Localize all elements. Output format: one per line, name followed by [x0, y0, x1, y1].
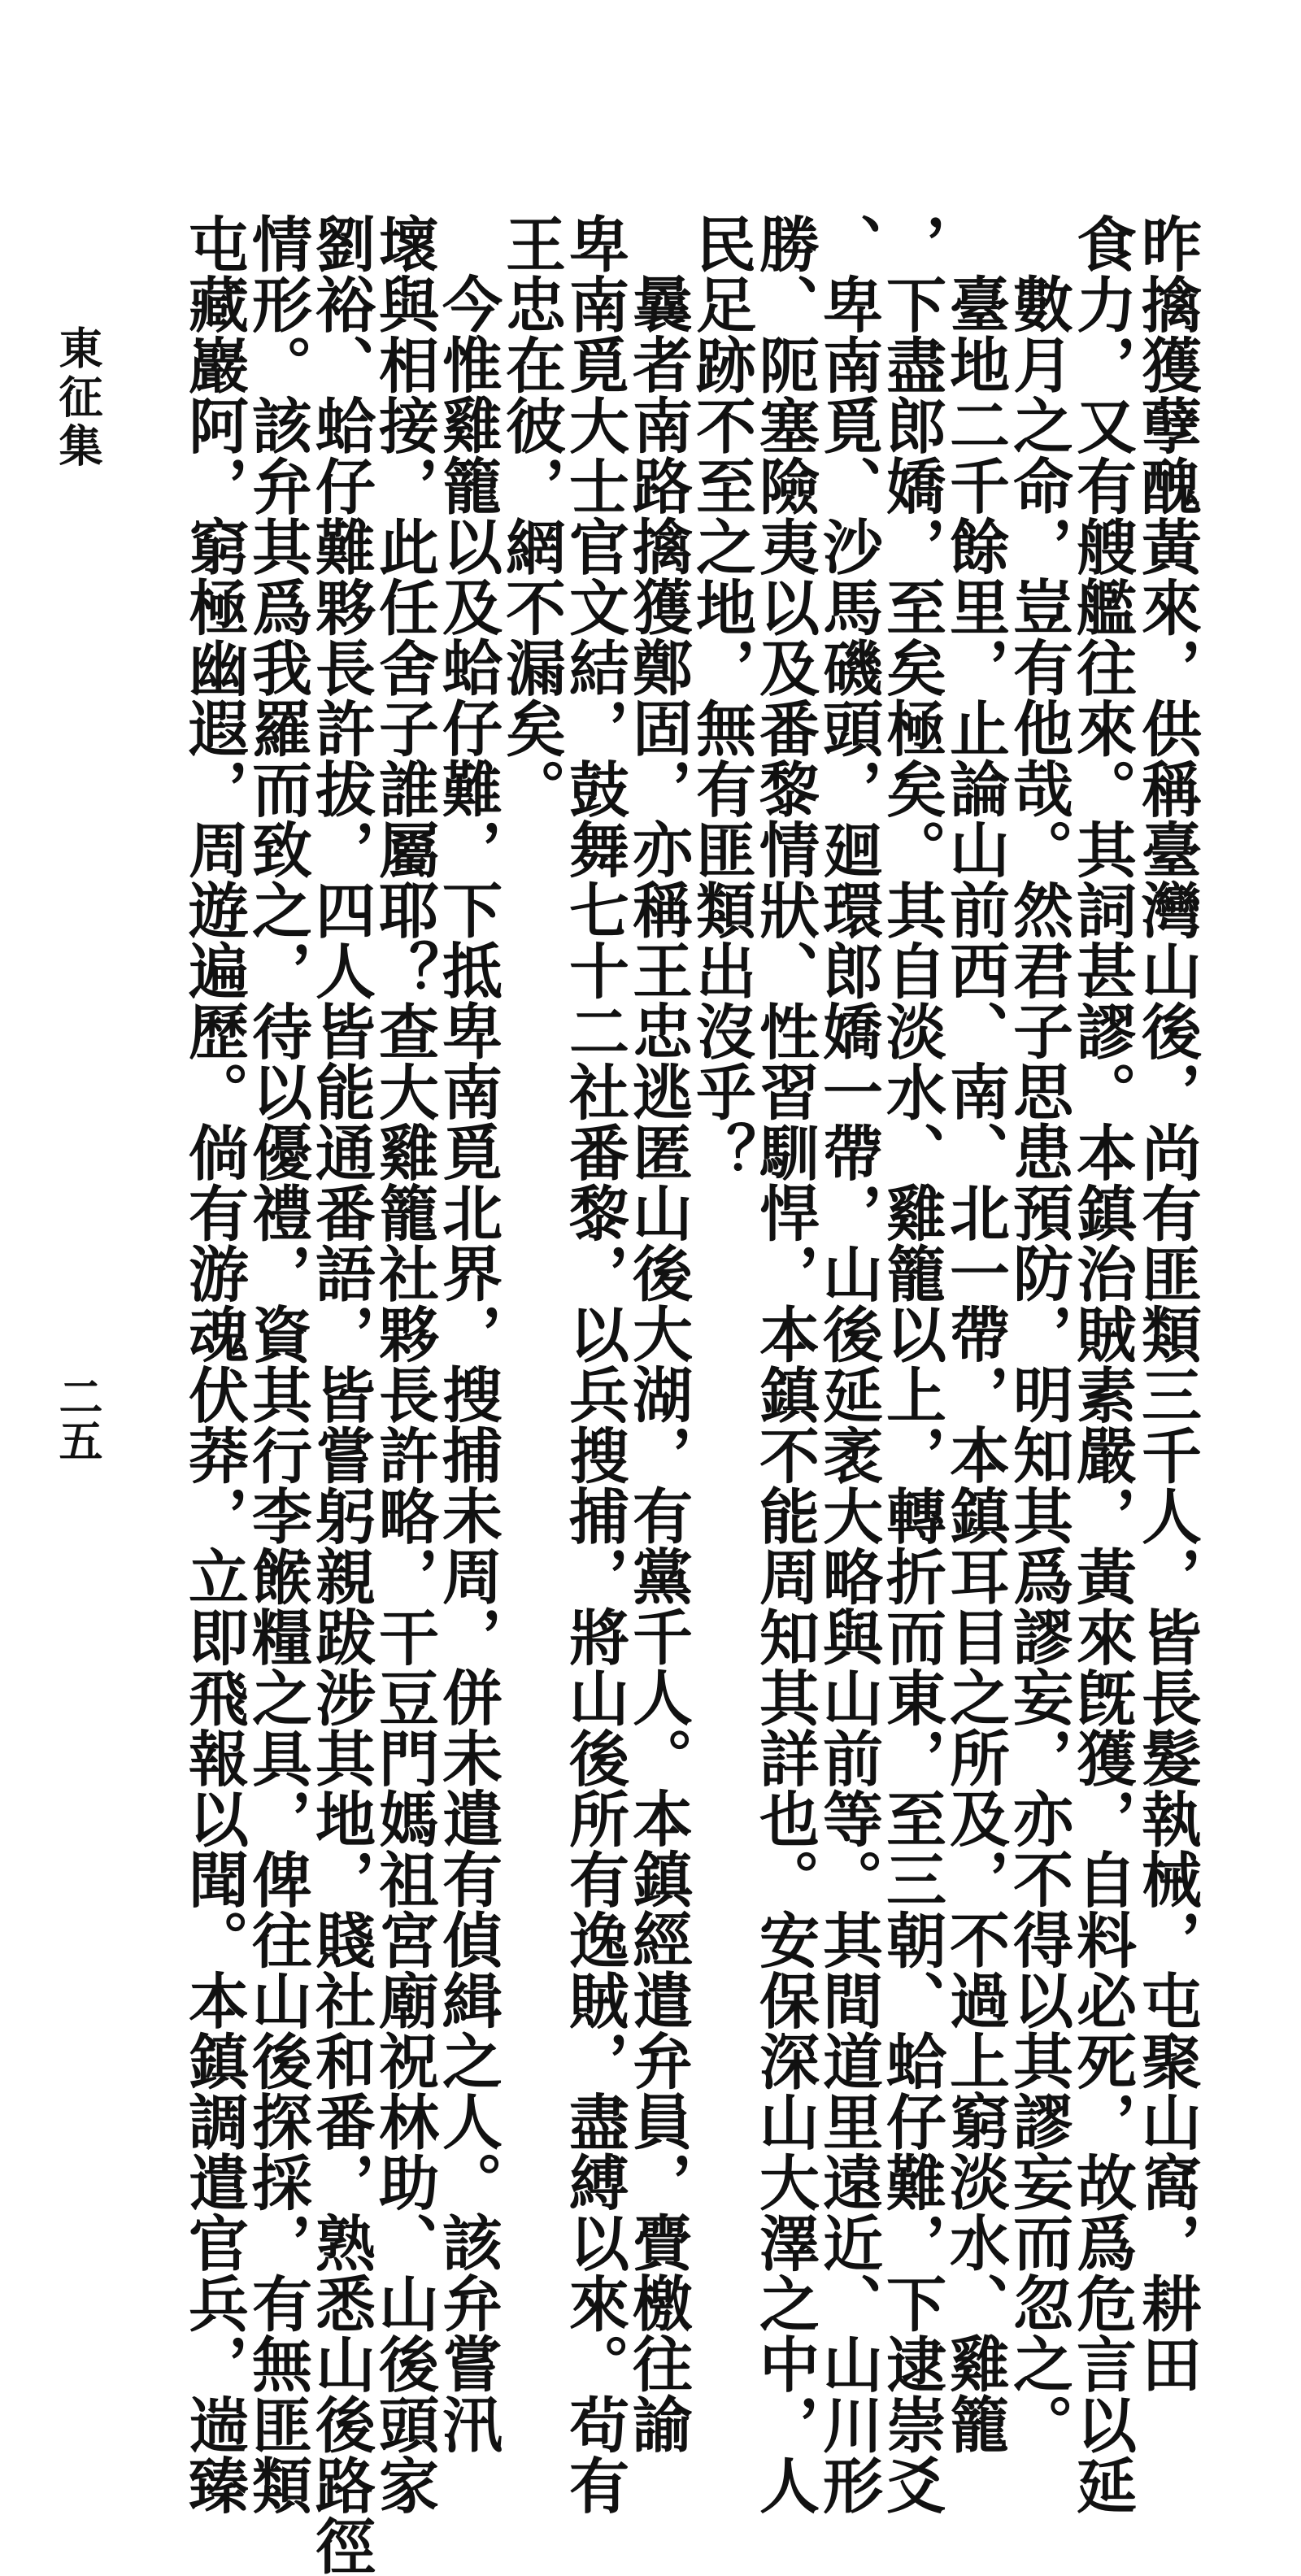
text-column-15: 情形。該弁其爲我羅而致之，待以優禮，資其行李餱糧之具，俾往山後探採，有無匪類: [242, 213, 312, 2515]
text-column-2: 食力，又有艘艦往來。其詞甚謬。本鎮治賊素嚴，黃來旣獲，自料必死，故爲危言以延: [1067, 213, 1137, 2515]
text-column-1: 昨擒獲孽醜黃來，供稱臺灣山後，尚有匪類三千人，皆長髮執械，屯聚山窩，耕田: [1132, 213, 1202, 2394]
text-column-3: 數月之命，豈有他哉。然君子思患預防，明知其爲謬妄，亦不得以其謬妄而忽之。: [1003, 273, 1073, 2454]
running-header-title: 東征集: [52, 325, 104, 472]
text-column-12: 今惟雞籠以及蛤仔難，下抵卑南覓北界，搜捕未周，併未遣有偵緝之人。該弁嘗汛: [433, 273, 503, 2454]
text-column-7: 勝、阨塞險夷以及番黎情狀、性習馴悍，本鎮不能周知其詳也。安保深山大澤之中，人: [750, 213, 820, 2515]
text-column-13: 壞與相接，此任舍子誰屬耶？查大雞籠社夥長許略，干豆門媽祖宮廟祝林助、山後頭家: [369, 213, 439, 2515]
text-column-5: ，下盡郎嬌，至矣極矣。其自淡水、雞籠以上，轉折而東，至三朝、蛤仔難，下逮崇爻: [877, 213, 946, 2515]
text-column-16: 屯藏巖阿，窮極幽遐，周遊遍歷。倘有游魂伏莽，立即飛報以聞。本鎮調遣官兵，遄臻: [179, 213, 249, 2515]
text-column-6: 、卑南覓、沙馬磯頭，廻環郎嬌一帶，山後延袤大略與山前等。其間道里遠近、山川形: [813, 213, 883, 2515]
page-number: 二五: [52, 1374, 104, 1462]
text-column-9: 曩者南路擒獲鄭固，亦稱王忠逃匿山後大湖，有黨千人。本鎮經遣弁員，賷檄往諭: [623, 273, 693, 2454]
text-column-8: 民足跡不至之地，無有匪類出沒乎？: [686, 213, 756, 1182]
text-column-14: 劉裕、蛤仔難夥長許拔，四人皆能通番語，皆嘗躬親跋涉其地，賤社和番，熟悉山後路徑: [306, 213, 376, 2576]
text-column-4: 臺地二千餘里，止論山前西、南、北一帶，本鎮耳目之所及，不過上窮淡水、雞籠: [940, 273, 1010, 2454]
text-column-11: 王忠在彼，網不漏矣。: [496, 213, 566, 819]
text-column-10: 卑南覓大士官文結，鼓舞七十二社番黎，以兵搜捕，將山後所有逸賊，盡縛以來。茍有: [559, 213, 629, 2515]
